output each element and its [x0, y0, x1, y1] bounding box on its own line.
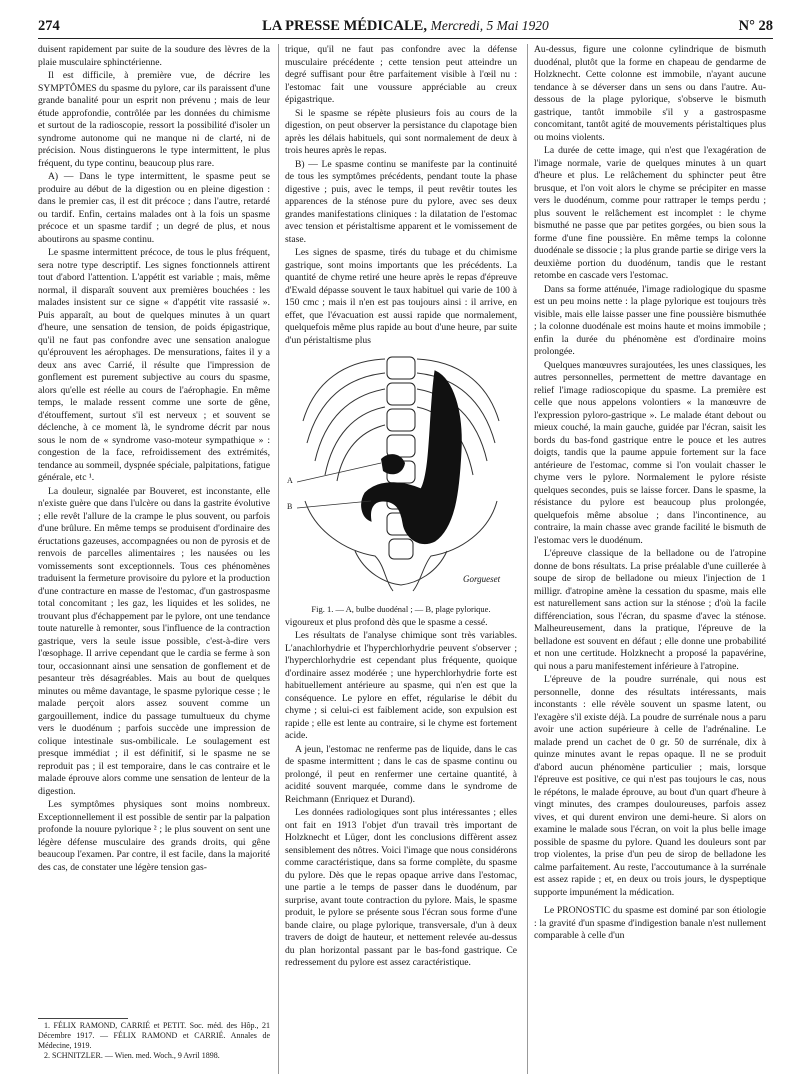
paragraph: Si le spasme se répète plusieurs fois au cours de la digestion, on peut observer la persistance du clapotage bien après les délais habituels, qui sont normalement de deux à trois heures après le repas. — [285, 107, 517, 156]
figure-caption: Fig. 1. — A, bulbe duodénal ; — B, plage pylorique. — [311, 604, 491, 614]
paragraph: Le spasme intermittent précoce, de tous le plus fréquent, sera notre type descriptif. Les signes fonctionnels attirent tout d'abord l'attention. L'appétit est variable ; mais, même normal, il disparaît souvent aux premières bouchées : les malades insistent sur ce signe « d'appétit vite rassasié ». Puis apparaît, au bout de quelques minutes à un quart d'heure, une sensation de tension, de poids épigastrique, qu'il ne faut pas confondre avec une sensation analogue qu'éprouvent les aérophages. De mensurations, faites il y a deux ans avec Carrié, il résulte que l'impression de gonflement est purement subjective au cours du spasme, alors qu'elle est réelle au cours de l'aérophagie. En même temps, le malade ressent comme une sorte de gêne, d'étouffement, surtout s'il est nerveux ; et souvent se déclenche, à ce moment là, le syndrome décrit par nous sous le nom de « syndrome vaso-moteur sympathique » : congestion de la face, refroidissement des extrémités, tendance au sommeil, dyspnée spéciale, palpitations, fatigue générale, etc ¹. — [38, 247, 270, 483]
figure-label-b: B — [287, 502, 293, 511]
footnote-rule — [38, 1018, 128, 1019]
paragraph: vigoureux et plus profond dès que le spasme a cessé. — [285, 616, 488, 628]
column-2 — [285, 44, 517, 1074]
paragraph: Quelques manœuvres surajoutées, les unes classiques, les autres personnelles, permettent de mettre davantage en relief l'image radioscopique du spasme. La première est celle que nous appelons volontiers « la manœuvre de l'expression pyloro-gastrique ». Le malade étant debout ou mieux couché, la main gauche, guidée par l'écran, saisit les bords du bas-fond gastrique entre le pouce et les autres doigts, tandis que la paume appuie fortement sur la face antérieure de l'estomac, comme si l'on voulait chasser le chyme vers le pylore. Normalement le pylore résiste quelques secondes, puis se laisse forcer. Dans le spasme, la résistance du pylore est beaucoup plus prolongée, quelquefois même absolue ; dans l'incontinence, au contraire, la main chasse avec grande facilité le bismuth de l'estomac vers le duodénum. — [534, 359, 766, 546]
figure-label-a: A — [287, 476, 293, 485]
paragraph: Au-dessus, figure une colonne cylindrique de bismuth duodénal, plutôt que la forme en chapeau de gendarme de Holzknecht. Cette colonne est immobile, n'ayant aucune tendance à se déverser dans un sens ou dans l'autre. Au-dessous de la plage pylorique, s'observe le bismuth gastrique, tantôt immobile s'il y a gastrospasme concomitant, tantôt agité de mouvements péristaltiques plus ou moins violents. — [534, 44, 766, 143]
paragraph: Les symptômes physiques sont moins nombreux. Exceptionnellement il est possible de sentir par la palpation profonde la nouure pylorique ² ; le plus souvent on sent une légère défense musculaire des grands droits, qui gêne beaucoup l'examen. Par contre, il est facile, dans la majorité des cas, de constater une légère tension gas- — [38, 799, 270, 873]
artist-signature: Gorgueset — [463, 574, 501, 584]
footnotes — [38, 1018, 270, 1061]
paragraph: A) — Dans le type intermittent, le spasme peut se produire au début de la digestion ou en pleine digestion : dans le premier cas, il est dit précoce ; dans l'autre, retardé ou tardif. Enfin, certains malades ont à la fois un spasme précoce et un spasme tardif ; un degré de plus, et nous aboutirons au spasme continu. — [38, 171, 270, 245]
footnote: 2. SCHNITZLER. — Wien. med. Woch., 9 Avril 1898. — [44, 1051, 220, 1060]
column-divider — [527, 44, 528, 1074]
column-1 — [38, 44, 270, 1074]
paragraph: Il est difficile, à première vue, de décrire les SYMPTÔMES du spasme du pylore, car ils paraissent d'une grande banalité pour un esprit non prévenu ; mais de leur étude approfondie, contrôlée par les données du chimisme et surtout de la radioscopie, ressort la possibilité d'isoler un syndrome autonome qui ne manque ni de clarté, ni de précision. Nous distinguerons le type intermittent, le plus fréquent, du type continu, beaucoup plus rare. — [38, 70, 270, 169]
radiograph-drawing — [285, 351, 517, 601]
radiograph-figure — [285, 351, 517, 601]
journal-title — [38, 18, 773, 35]
paragraph: Le PRONOSTIC du spasme est dominé par son étiologie : la gravité d'un spasme d'indigestion banale n'est nullement comparable à celle d'un — [534, 905, 766, 941]
paragraph: L'épreuve classique de la belladone ou de l'atropine donne de bons résultats. La prise préalable d'une cuillerée à soupe de sirop de belladone ou mieux l'injection de 1 milligr. d'atropine amène la cessation du spasme, mais elle est naturellement sans action sur la sténose ; d'où la facile différenciation, sous l'écran, du spasme d'avec la sténose. Malheureusement, dans la pratique, l'épreuve de la belladone est souvent en défaut ; elle donne une probabilité et non une certitude. Holzknecht a proposé la papavérine, qui nous a paru manifestement inférieure à l'atropine. — [534, 548, 766, 672]
paragraph: La durée de cette image, qui n'est que l'exagération de l'image normale, varie de quelques minutes à un quart d'heure et plus. Le relâchement du sphincter peut être brusque, et l'on voit alors le chyme se précipiter en masse vers le duodénum, comme pour rattraper le temps perdu ; plus souvent le relâchement est incomplet : le chyme bismuthé ne passe que par petites gorgées, ou bien sous la forme d'une fine poussière. En même temps la colonne duodénale se dissocie ; la plus grande partie se dirige vers la deuxième portion du duodénum, tandis que le restant retombe en cascade vers l'estomac. — [534, 145, 766, 281]
paragraph: Les signes de spasme, tirés du tubage et du chimisme gastrique, sont moins importants que les précédents. La quantité de chyme retiré une heure après le repas d'épreuve d'Ewald dépasse souvent le taux habituel qui varie de 100 à 150 cmc ; mais il n'en est pas toujours ainsi : il arrive, en effet, que l'évacuation est aussi rapide que normalement, quelquefois même plus rapide au bout d'une heure, par suite d'un péristaltisme plus — [285, 247, 517, 346]
paragraph: trique, qu'il ne faut pas confondre avec la défense musculaire précédente ; cette tension peut atteindre un degré suffisant pour être parfaitement visible à l'œil nu : l'estomac fait une voussure appréciable au creux épigastrique. — [285, 44, 517, 105]
paragraph: Les données radiologiques sont plus intéressantes ; elles ont fait en 1913 l'objet d'un travail très important de Holzknecht et Lüger, dont les conclusions diffèrent assez sensiblement des nôtres. Voici l'image que nous considérons comme caractéristique, dans sa forme complète, du spasme du pylore. Dès que le repas opaque arrive dans l'estomac, une partie a le temps de passer dans le duodénum, par surprise, avant toute contraction du pylore. Mais, le spasme produit, le pylore se présente sous l'écran sous forme d'une bande claire, ou plage pylorique, transversale, d'un à deux travers de doigt de hauteur, et nettement relevée au-dessus du plan horizontal passant par le bas-fond gastrique. Ce redressement du pylore est assez caractéristique. — [285, 807, 517, 968]
issue-number: N° 28 — [738, 18, 773, 34]
paragraph: B) — Le spasme continu se manifeste par la continuité de tous les symptômes précédents, pendant toute la phase digestive ; puis, avec le temps, il peut revêtir toutes les apparences de la sténose pure du pylore, avec ses deux grandes manifestations cliniques : la dilatation de l'estomac avec tension et péristaltisme apparent et le vomissement de stase. — [285, 158, 517, 245]
footnote: 1. FÉLIX RAMOND, CARRIÉ et PETIT. Soc. méd. des Hôp., 21 Décembre 1917. — FÉLIX RAMOND et CARRIÉ. Annales de Médecine, 1919. — [38, 1021, 270, 1050]
issue-date: Mercredi, 5 Mai 1920 — [430, 18, 549, 33]
paragraph: La douleur, signalée par Bouveret, est inconstante, elle n'existe guère que dans l'ulcère ou dans la gastrite évolutive ; elle revêt l'allure de la crampe le plus souvent, ou parfois d'une brûlure. En même temps se produisent d'ordinaire des éructations gazeuses, accompagnées ou non de pyrosis et de renvois de parcelles alimentaires ; les nausées ou les vomissements sont exceptionnels. Tous ces phénomènes traduisent la fermeture provisoire du pylore et la production d'une contracture en masse de l'estomac, d'un gastrospasme total concomitant ; les gaz, les liquides et les solides, ne trouvant plus d'échappement par le pylore, ont une tendance toute naturelle à remonter, sous l'influence de la contraction gastrique, vers la seule issue possible, c'est-à-dire vers l'œsophage. Il arrive cependant que le cardia se ferme à son tour, occasionnant ainsi une sensation de gonflement et de pesanteur très désagréables. Mais au bout de quelques minutes ou même davantage, le spasme pylorique cesse ; le malade perçoit alors assez souvent comme un gargouillement, indice du passage tumultueux du chyme vers le duodénum ; parfois succède une impression de colique intestinale sus-ombilicale. Le soulagement est presque immédiat ; il est définitif, si le spasme ne se reproduit pas ; il est temporaire, dans le cas contraire et le malade éprouve alors comme une sensation de lenteur de la digestion. — [38, 485, 270, 797]
column-3 — [534, 44, 766, 1074]
paragraph: Les résultats de l'analyse chimique sont très variables. L'anachlorhydrie et l'hyperchlorhydrie peuvent s'observer ; l'hyperchlorhydrie est cependant plus fréquente, quoique d'ordinaire assez modérée ; une hyperchlorhydrie forte est habituellement antérieure au spasme, qui n'en est que la conséquence. Le pylore en effet, régularise le débit du chyme ; si celui-ci est faiblement acide, son expulsion est rapide ; elle est lente au contraire, si le chyme est fortement acide. — [285, 630, 517, 741]
page-header — [38, 14, 773, 39]
paragraph: Dans sa forme atténuée, l'image radiologique du spasme est un peu moins nette : la plage pylorique est toujours très visible, mais elle laisse passer une fine poussière bismuthée ; la colonne duodénale est moins haute et moins immobile ; enfin la durée du phénomène est d'ordinaire moins prolongée. — [534, 283, 766, 357]
journal-name: LA PRESSE MÉDICALE, — [262, 18, 427, 34]
paragraph: L'épreuve de la poudre surrénale, qui nous est personnelle, donne des résultats intéressants, mais inconstants : elle révèle souvent un spasme latent, ou l'exagère s'il existe déjà. La poudre de surrénale nous a paru avoir une action supérieure à celle de l'adrénaline. Le malade prend un cachet de 0 gr. 50 de surrénale, dix à quinze minutes avant le repas opaque. Il ne se produit d'abord aucun phénomène particulier ; mais, lorsque l'épreuve est positive, ce qui n'est pas toujours le cas, nous le répétons, le malade éprouve, au bout d'un quart d'heure à vingt minutes, des crampes douloureuses, parfois assez vives, et qui durent environ une demi-heure. Si alors on examine le malade sous l'écran, on voit la plus belle image possible de spasme du pylore. Quand les douleurs sont par trop violentes, la prise d'un peu de sirop de belladone les calme parfaitement. Au reste, l'accoutumance à la surrénale est assez rapide ; et, en deux ou trois jours, le dyspeptique supporte impunément la médication. — [534, 674, 766, 898]
column-divider — [278, 44, 279, 1074]
page-number: 274 — [38, 18, 60, 34]
paragraph: A jeun, l'estomac ne renferme pas de liquide, dans le cas de spasme intermittent ; dans le cas de spasme continu ou prolongé, il peut en renfermer une certaine quantité, à acidité souvent marquée, comme dans le syndrome de Reichmann (Enriquez et Durand). — [285, 743, 517, 805]
paragraph: duisent rapidement par suite de la soudure des lèvres de la plaie musculaire sphinctérienne. — [38, 44, 270, 68]
